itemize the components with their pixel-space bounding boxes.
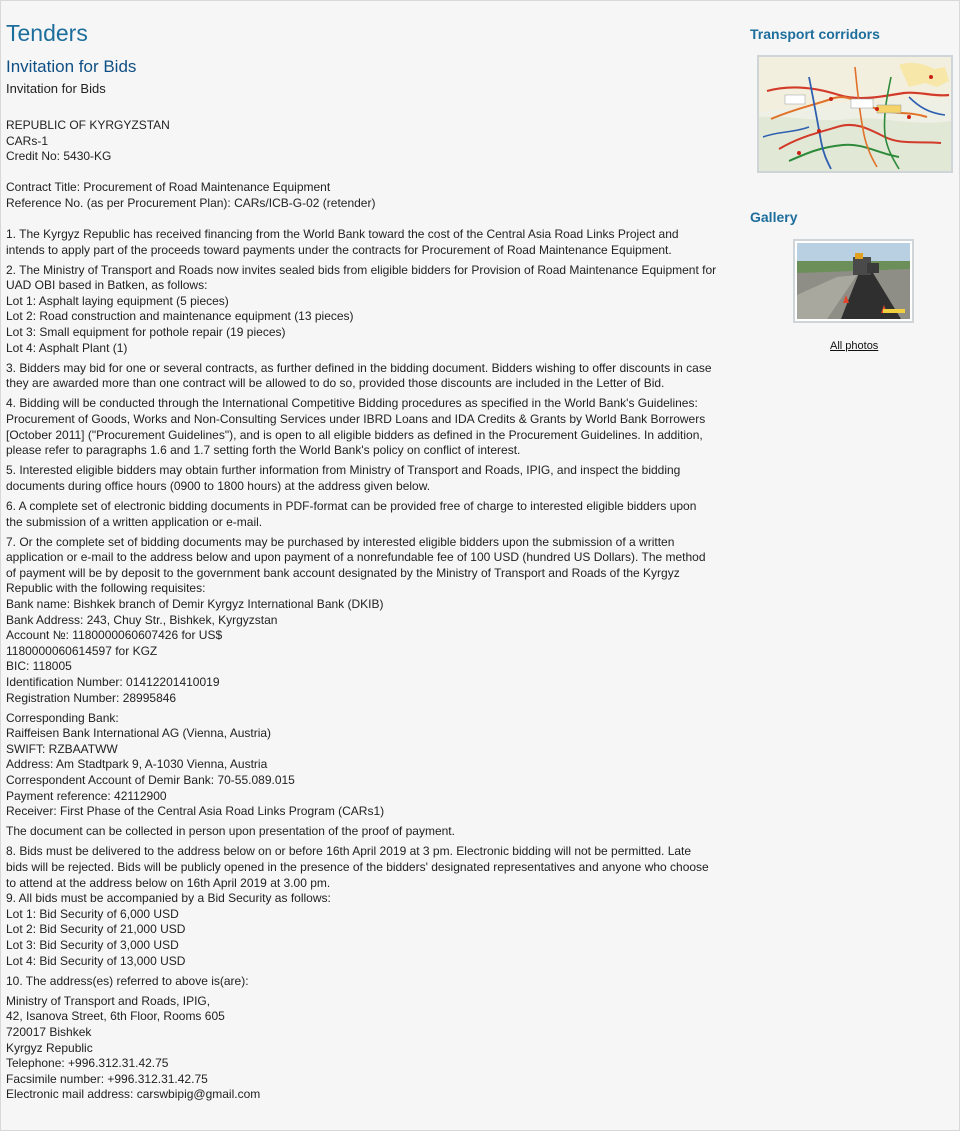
paragraph-7 [6,535,741,707]
lot-line: Lot 3: Small equipment for pothole repair (19 pieces) [6,325,286,340]
text-line: 9. All bids must be accompanied by a Bid Security as follows: [6,891,331,906]
paragraph-4 [6,396,741,458]
paragraph-8-9 [6,844,741,969]
bid-security-line: Lot 2: Bid Security of 21,000 USD [6,922,186,937]
paragraph-2 [6,263,741,357]
corresponding-bank-block [6,711,741,820]
text-line: application or e-mail to the address below and upon payment of a nonrefundable fee of 100 USD (hundred US Dollars). The method [6,550,706,565]
all-photos-link[interactable]: All photos [830,340,879,352]
paragraph-1 [6,227,741,258]
sidebar [750,26,955,352]
article-body [6,118,741,1103]
reference-line: Reference No. (as per Procurement Plan): CARs/ICB-G-02 (retender) [6,195,376,210]
identification-line: Identification Number: 01412201410019 [6,675,220,689]
text-line: 3. Bidders may bid for one or several contracts, as further defined in the bidding document. Bidders wishing to offer discounts in case [6,360,712,375]
bic-line: BIC: 118005 [6,659,72,674]
credit-line: Credit No: 5430-KG [6,149,112,164]
address-block [6,994,741,1103]
header-block [6,118,741,165]
text-line: Corresponding Bank: [6,710,119,725]
text-line: UAD OBI based in Batken, as follows: [6,278,208,293]
contract-title-line: Contract Title: Procurement of Road Maintenance Equipment [6,180,331,195]
text-line: Address: Am Stadtpark 9, A-1030 Vienna, Austria [6,757,268,772]
text-line: Raiffeisen Bank International AG (Vienna, Austria) [6,726,272,741]
lot-line: Lot 1: Asphalt laying equipment (5 pieces) [6,293,229,308]
text-line: Ministry of Transport and Roads, IPIG, [6,993,211,1008]
map-image [759,57,951,171]
text-line: 720017 Bishkek [6,1024,92,1039]
registration-line: Registration Number: 28995846 [6,690,177,705]
text-line: Payment reference: 42112900 [6,788,167,803]
text-line: 5. Interested eligible bidders may obtain further information from Ministry of Transport and Roads, IPIG, and inspect the bidding [6,463,681,478]
text-line: bids will be rejected. Bids will be publicly opened in the presence of the bidders' designated representatives and anyone who choose [6,860,709,875]
text-line: 42, Isanova Street, 6th Floor, Rooms 605 [6,1009,225,1024]
text-line: Procurement of Goods, Works and Non-Consulting Services under IBRD Loans and IDA Credits & Grants by World Bank Borrowers [6,412,706,426]
collect-note: The document can be collected in person upon presentation of the proof of payment. [6,824,455,839]
contract-block [6,180,741,211]
text-line: the submission of a written application or e-mail. [6,514,263,529]
text-line: of payment will be by deposit to the government bank account designated by the Ministry of Transport and Roads of the Kyrgyz [6,565,680,580]
text-line: 1. The Kyrgyz Republic has received financing from the World Bank toward the cost of the Central Asia Road Links Project and [6,226,679,241]
text-line: documents during office hours (0900 to 1800 hours) at the address given below. [6,478,431,493]
bank-address-line: Bank Address: 243, Chuy Str., Bishkek, Kyrgyzstan [6,612,278,627]
lot-line: Lot 2: Road construction and maintenance equipment (13 pieces) [6,309,354,324]
fax-line: Facsimile number: +996.312.31.42.75 [6,1071,208,1086]
country-line: REPUBLIC OF KYRGYZSTAN [6,118,170,132]
text-line: please refer to paragraphs 1.6 and 1.7 setting forth the World Bank's policy on conflict of interest. [6,443,521,458]
lot-line: Lot 4: Asphalt Plant (1) [6,340,128,355]
text-line: 4. Bidding will be conducted through the International Competitive Bidding procedures as specified in the World Bank's Guidelines: [6,396,698,411]
account-usd-line: Account №: 1180000060607426 for US$ [6,628,223,643]
text-line: 2. The Ministry of Transport and Roads now invites sealed bids from eligible bidders for Provision of Road Maintenance Equipment for [6,262,717,277]
transport-corridors-title[interactable]: Transport corridors [750,26,880,42]
account-kgz-line: 1180000060614597 for KGZ [6,643,158,658]
text-line: Republic with the following requisites: [6,581,206,596]
text-line: 8. Bids must be delivered to the address below on or before 16th April 2019 at 3 pm. Electronic bidding will not be permitted. Late [6,844,692,859]
email-line: Electronic mail address: carswbipig@gmail.com [6,1087,261,1102]
gallery-photo[interactable] [793,239,914,323]
telephone-line: Telephone: +996.312.31.42.75 [6,1056,169,1071]
text-line: SWIFT: RZBAATWW [6,741,118,756]
paragraph-6 [6,499,741,530]
text-line: to attend at the address below on 16th April 2019 at 3.00 pm. [6,875,331,890]
page-title: Tenders [6,20,88,46]
bid-security-line: Lot 1: Bid Security of 6,000 USD [6,906,179,921]
main-content [6,17,741,1107]
text-line: Correspondent Account of Demir Bank: 70-55.089.015 [6,773,295,788]
project-line: CARs-1 [6,133,49,148]
text-line: [October 2011] ("Procurement Guidelines"), and is open to all eligible bidders as defined in the Procurement Guidelines. In addition, [6,427,703,442]
text-line: 7. Or the complete set of bidding documents may be purchased by interested eligible bidders upon the submission of a written [6,534,675,549]
text-line: Receiver: First Phase of the Central Asia Road Links Program (CARs1) [6,804,385,819]
text-line: intends to apply part of the proceeds toward payments under the contracts for Procurement of Road Maintenance Equipment. [6,242,672,257]
text-line: 6. A complete set of electronic bidding documents in PDF-format can be provided free of charge to interested eligible bidders upon [6,498,697,513]
transport-corridors-map[interactable] [757,55,953,173]
paragraph-5 [6,463,741,494]
bank-name-line: Bank name: Bishkek branch of Demir Kyrgyz International Bank (DKIB) [6,597,384,612]
text-line: they are awarded more than one contract will be allowed to do so, provided those discounts are included in the Letter of Bid. [6,376,665,391]
road-photo-image [797,243,910,319]
article-subtitle: Invitation for Bids [6,81,106,96]
gallery-title[interactable]: Gallery [750,209,798,225]
paragraph-10: 10. The address(es) referred to above is(are): [6,973,249,988]
text-line: Kyrgyz Republic [6,1040,93,1055]
article-title[interactable]: Invitation for Bids [6,57,137,76]
bid-security-line: Lot 4: Bid Security of 13,000 USD [6,953,186,968]
bid-security-line: Lot 3: Bid Security of 3,000 USD [6,938,179,952]
paragraph-3 [6,361,741,392]
